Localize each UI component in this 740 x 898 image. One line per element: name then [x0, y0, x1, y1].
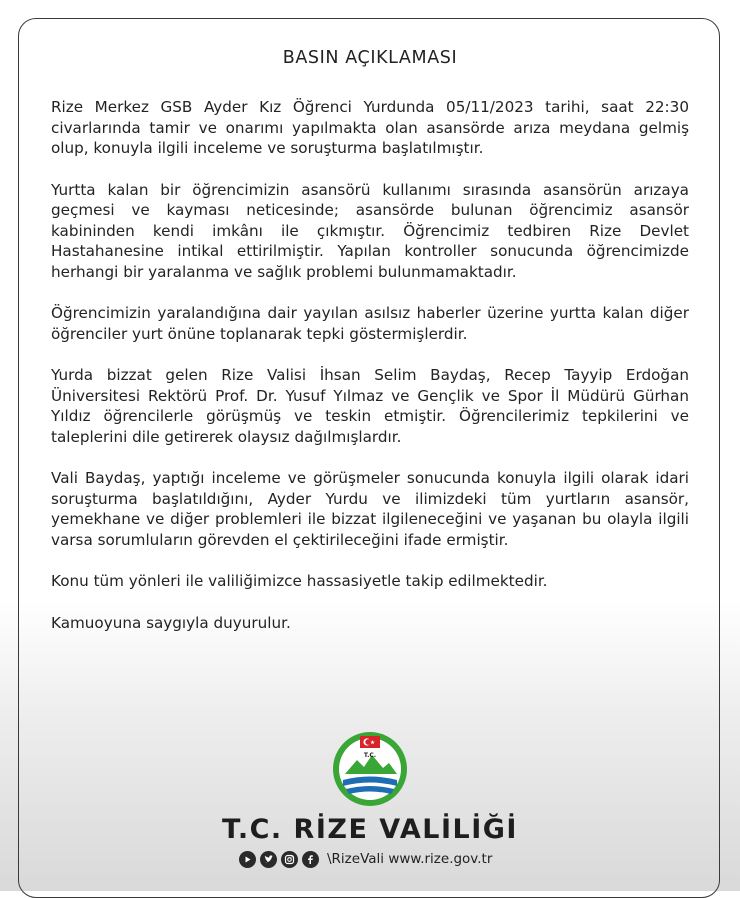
paragraph-4: Yurda bizzat gelen Rize Valisi İhsan Selim Baydaş, Recep Tayyip Erdoğan Üniversitesi Rektörü Prof. Dr. Yusuf Yılmaz ve Gençlik ve Spor İl Müdürü Gürhan Yıldız öğrencilerle görüşmüş ve teskin etmiştir. Öğrencilerimiz tepkilerini ve taleplerini dile getirerek olaysız dağılmışlardır. — [51, 366, 689, 446]
paragraph-2: Yurtta kalan bir öğrencimizin asansörü kullanımı sırasında asansörün arızaya geçmesi ve kayması neticesinde; asansörde bulunan öğrencimiz asansör kabininden kendi imkânı ile çıkmıştır. Öğrencimiz tedbiren Rize Devlet Hastahanesine intikal ettirilmiştir. Yapılan kontroller sonucunda öğrencimizde herhangi bir yaralanma ve sağlık problemi bulunmamaktadır. — [51, 180, 689, 281]
paragraph-1: Rize Merkez GSB Ayder Kız Öğrenci Yurdunda 05/11/2023 tarihi, saat 22:30 civarlarında tamir ve onarımı yapılmakta olan asansörde arıza meydana gelmiş olup, konuyla ilgili inceleme ve soruşturma başlatılmıştır. — [51, 98, 689, 157]
institution-name: T.C. RİZE VALİLİĞİ — [222, 814, 518, 845]
rize-governorship-logo — [331, 730, 409, 808]
facebook-icon[interactable] — [302, 851, 319, 868]
paragraph-5: Vali Baydaş, yaptığı inceleme ve görüşmeler sonucunda konuyla ilgili olarak idari soruşturma başlatıldığını, Ayder Yurdu ve ilimizdeki tüm yurtların asansör, yemekhane ve diğer problemleri ile bizzat ilgileneceğini ve yaşanan bu olayla ilgili varsa sorumluların görevden el çektirileceğini ifade ermiştir. — [51, 469, 689, 549]
document-title: BASIN AÇIKLAMASI — [282, 48, 458, 68]
document-body — [51, 97, 689, 654]
social-links — [239, 849, 492, 869]
youtube-icon[interactable] — [239, 851, 256, 868]
logo-text: T.C. — [363, 752, 377, 759]
instagram-icon[interactable] — [281, 851, 298, 868]
paragraph-3: Öğrencimizin yaralandığına dair yayılan asılsız haberler üzerine yurtta kalan diğer öğrenciler yurt önüne toplanarak tepki göstermişlerdir. — [51, 304, 689, 343]
social-handle-and-website[interactable]: \RizeVali www.rize.gov.tr — [327, 851, 493, 867]
paragraph-7: Kamuoyuna saygıyla duyurulur. — [51, 613, 291, 632]
twitter-icon[interactable] — [260, 851, 277, 868]
paragraph-6: Konu tüm yönleri ile valiliğimizce hassasiyetle takip edilmektedir. — [51, 572, 548, 590]
